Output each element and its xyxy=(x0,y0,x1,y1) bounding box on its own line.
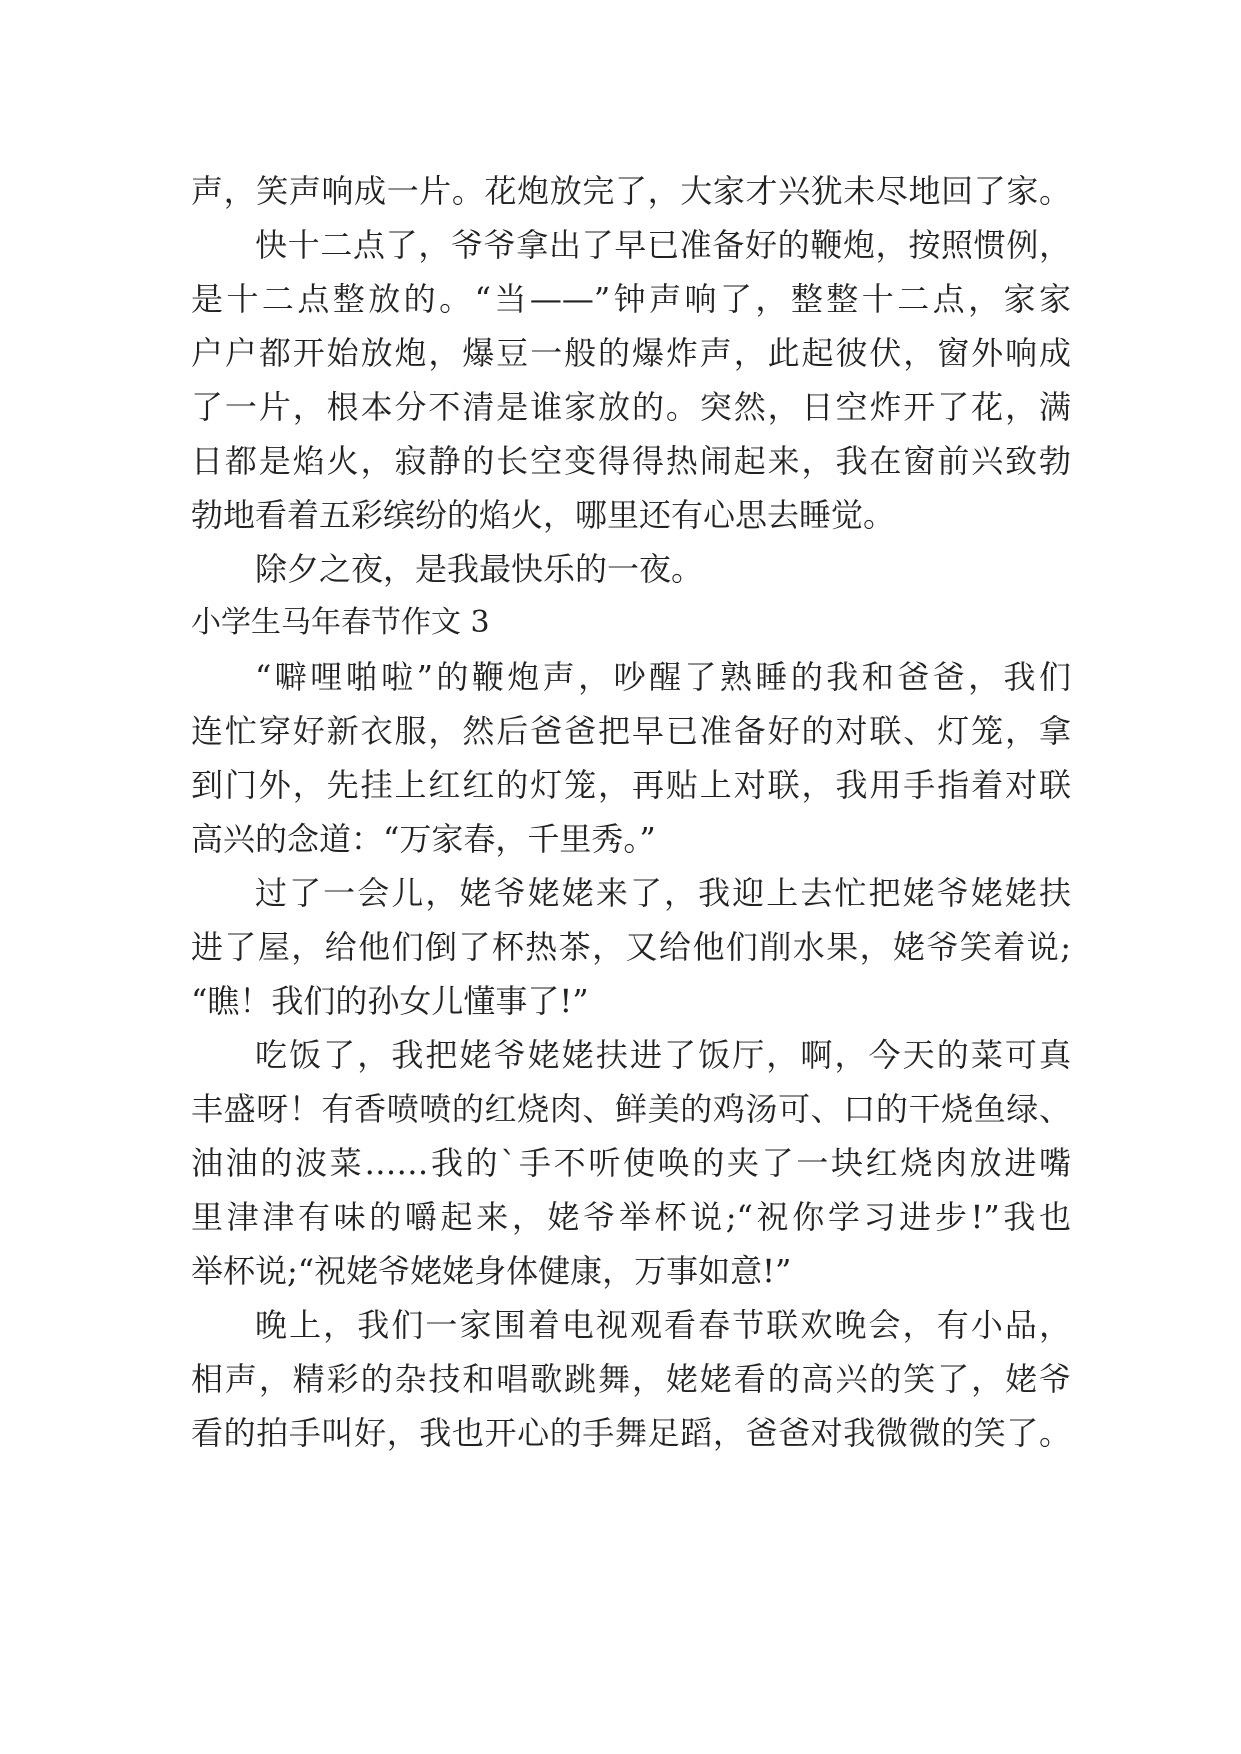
text-line: 声，笑声响成一片。花炮放完了，大家才兴犹未尽地回了家。 xyxy=(191,172,1071,210)
text-line: 连忙穿好新衣服，然后爸爸把早已准备好的对联、灯笼，拿 xyxy=(191,712,1071,750)
text-line: 快十二点了，爷爷拿出了早已准备好的鞭炮，按照惯例， xyxy=(255,226,1071,264)
text-line: 过了一会儿，姥爷姥姥来了，我迎上去忙把姥爷姥姥扶 xyxy=(255,874,1071,912)
text-line: 里津津有味的嚼起来，姥爷举杯说;“祝你学习进步!”我也 xyxy=(191,1198,1071,1236)
text-line: “瞧！我们的孙女儿懂事了!” xyxy=(191,982,589,1020)
text-line: 高兴的念道：“万家春，千里秀。” xyxy=(191,820,656,858)
text-line: 日都是焰火，寂静的长空变得得热闹起来，我在窗前兴致勃 xyxy=(191,442,1071,480)
text-line: 是十二点整放的。“当——”钟声响了，整整十二点，家家 xyxy=(191,280,1071,318)
text-line: 除夕之夜，是我最快乐的一夜。 xyxy=(255,550,704,588)
text-line: 相声，精彩的杂技和唱歌跳舞，姥姥看的高兴的笑了，姥爷 xyxy=(191,1360,1071,1398)
text-line: 吃饭了，我把姥爷姥姥扶进了饭厅，啊，今天的菜可真 xyxy=(255,1036,1071,1074)
text-line: 到门外，先挂上红红的灯笼，再贴上对联，我用手指着对联 xyxy=(191,766,1071,804)
text-line: 油油的波菜……我的`手不听使唤的夹了一块红烧肉放进嘴 xyxy=(191,1144,1071,1182)
text-line: 晚上，我们一家围着电视观看春节联欢晚会，有小品， xyxy=(255,1306,1071,1344)
text-line: 勃地看着五彩缤纷的焰火，哪里还有心思去睡觉。 xyxy=(191,496,896,534)
text-line: “噼哩啪啦”的鞭炮声，吵醒了熟睡的我和爸爸，我们 xyxy=(255,658,1071,696)
text-line: 户户都开始放炮，爆豆一般的爆炸声，此起彼伏，窗外响成 xyxy=(191,334,1071,372)
section-heading: 小学生马年春节作文 3 xyxy=(191,605,490,640)
text-line: 举杯说;“祝姥爷姥姥身体健康，万事如意!” xyxy=(191,1252,792,1290)
text-line: 了一片，根本分不清是谁家放的。突然，日空炸开了花，满 xyxy=(191,388,1071,426)
text-line: 丰盛呀！有香喷喷的红烧肉、鲜美的鸡汤可、口的干烧鱼绿、 xyxy=(191,1090,1071,1128)
text-line: 进了屋，给他们倒了杯热茶，又给他们削水果，姥爷笑着说; xyxy=(191,928,1071,966)
text-line: 看的拍手叫好，我也开心的手舞足蹈，爸爸对我微微的笑了。 xyxy=(191,1414,1071,1452)
